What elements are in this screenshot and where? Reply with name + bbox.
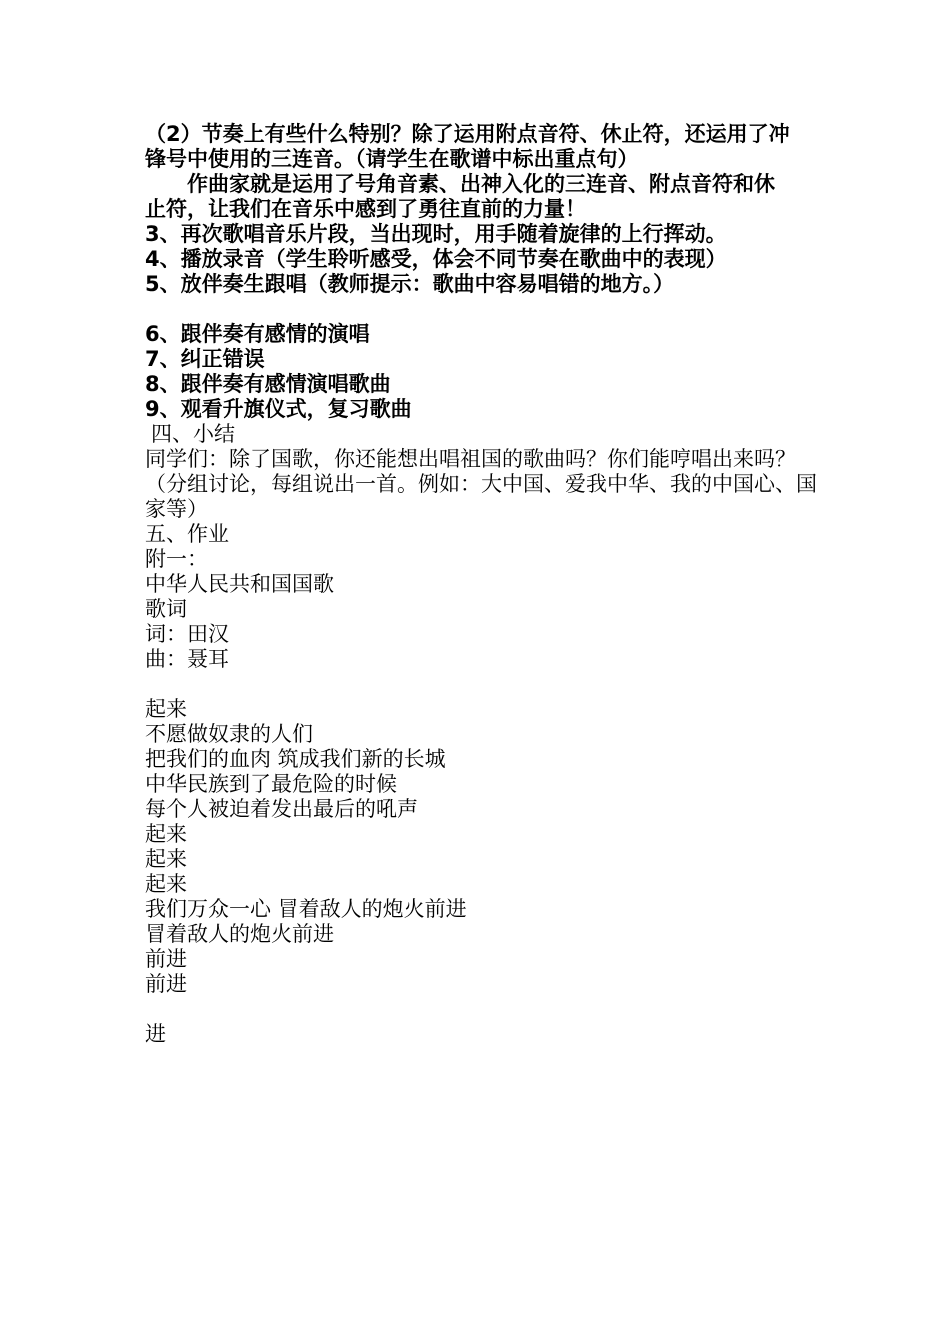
lyric-line-11: 前进 bbox=[145, 947, 187, 971]
lyric-line-9: 我们万众一心 冒着敌人的炮火前进 bbox=[145, 897, 467, 921]
lyric-line-13: 进 bbox=[145, 1022, 166, 1046]
lyric-line-4: 中华民族到了最危险的时候 bbox=[145, 772, 397, 796]
lyrics-label: 歌词 bbox=[145, 597, 187, 621]
text-line-3: 作曲家就是运用了号角音素、出神入化的三连音、附点音符和休 bbox=[187, 172, 775, 196]
step-6: 6、跟伴奏有感情的演唱 bbox=[145, 322, 370, 346]
step-3: 3、再次歌唱音乐片段，当出现时，用手随着旋律的上行挥动。 bbox=[145, 222, 727, 246]
summary-text-1: 同学们：除了国歌，你还能想出唱祖国的歌曲吗？你们能哼唱出来吗？ bbox=[145, 447, 796, 471]
summary-text-3: 家等） bbox=[145, 497, 208, 521]
section-summary-heading: 四、小结 bbox=[151, 422, 235, 446]
step-7: 7、纠正错误 bbox=[145, 347, 265, 371]
lyric-line-10: 冒着敌人的炮火前进 bbox=[145, 922, 334, 946]
text-line-2: 锋号中使用的三连音。（请学生在歌谱中标出重点句） bbox=[145, 147, 639, 171]
step-5: 5、放伴奏生跟唱（教师提示：歌曲中容易唱错的地方。） bbox=[145, 272, 675, 296]
blank-line bbox=[145, 997, 835, 1022]
blank-line bbox=[145, 297, 835, 322]
lyric-line-1: 起来 bbox=[145, 697, 187, 721]
lyric-line-2: 不愿做奴隶的人们 bbox=[145, 722, 313, 746]
composer: 曲：聂耳 bbox=[145, 647, 229, 671]
text-line-4: 止符，让我们在音乐中感到了勇往直前的力量！ bbox=[145, 197, 586, 221]
lyric-line-5: 每个人被迫着发出最后的吼声 bbox=[145, 797, 418, 821]
summary-text-2: （分组讨论，每组说出一首。例如：大中国、爱我中华、我的中国心、国 bbox=[145, 472, 817, 496]
section-homework-heading: 五、作业 bbox=[145, 522, 229, 546]
step-9: 9、观看升旗仪式，复习歌曲 bbox=[145, 397, 412, 421]
appendix-label: 附一： bbox=[145, 547, 208, 571]
lyric-line-8: 起来 bbox=[145, 872, 187, 896]
step-8: 8、跟伴奏有感情演唱歌曲 bbox=[145, 372, 391, 396]
lyric-line-6: 起来 bbox=[145, 822, 187, 846]
lyric-line-12: 前进 bbox=[145, 972, 187, 996]
document-body bbox=[145, 122, 835, 1047]
lyric-line-7: 起来 bbox=[145, 847, 187, 871]
lyricist: 词：田汉 bbox=[145, 622, 229, 646]
blank-line bbox=[145, 672, 835, 697]
anthem-title: 中华人民共和国国歌 bbox=[145, 572, 334, 596]
text-line-1: （2）节奏上有些什么特别？除了运用附点音符、休止符，还运用了冲 bbox=[145, 122, 790, 146]
lyric-line-3: 把我们的血肉 筑成我们新的长城 bbox=[145, 747, 446, 771]
step-4: 4、播放录音（学生聆听感受，体会不同节奏在歌曲中的表现） bbox=[145, 247, 727, 271]
